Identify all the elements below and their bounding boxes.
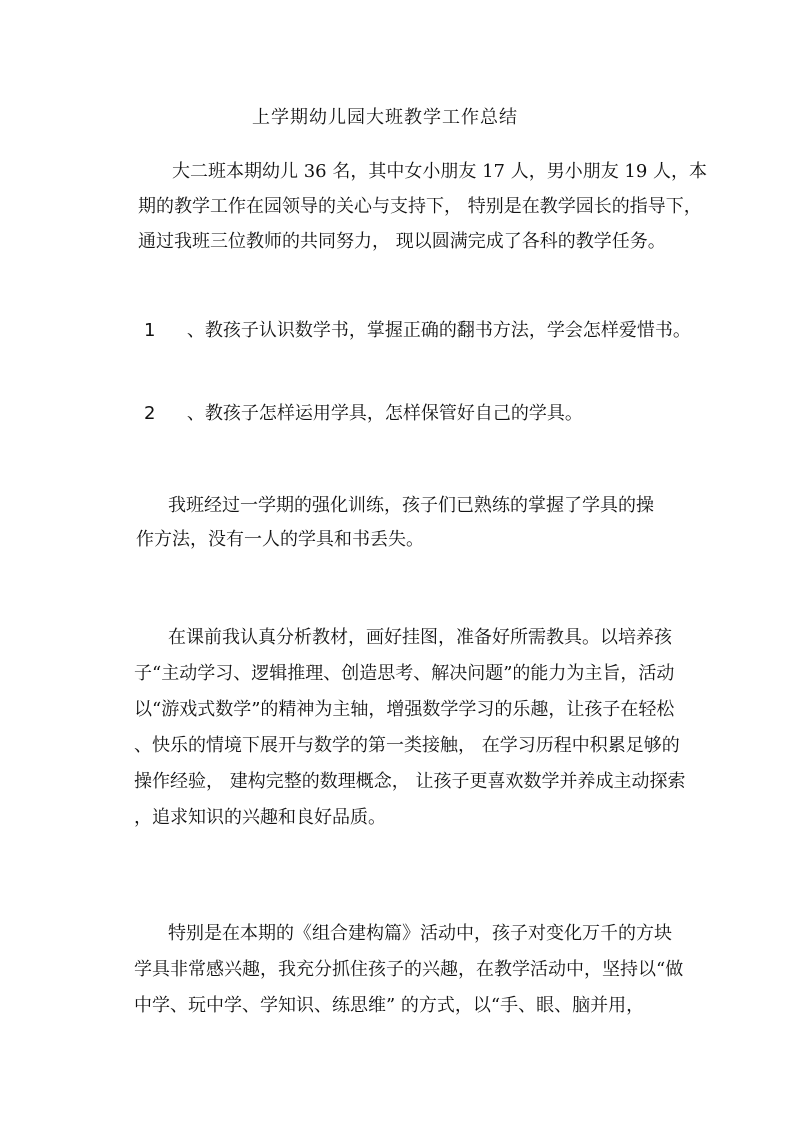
document-title: 上学期幼儿园大班教学工作总结 [252,107,518,128]
paragraph-1-line-3: 通过我班三位教师的共同努力， 现以圆满完成了各科的教学任务。 [138,231,666,252]
paragraph-3-line-6: ，追求知识的兴趣和良好品质。 [134,807,386,828]
paragraph-3-line-5: 操作经验， 建构完整的数理概念， 让孩子更喜欢数学并养成主动探索 [134,771,686,792]
paragraph-3-line-4: 、快乐的情境下展开与数学的第一类接触， 在学习历程中积累足够的 [134,735,680,756]
paragraph-1-line-2: 期的教学工作在园领导的关心与支持下， 特别是在教学园长的指导下， [138,196,702,217]
list-item-2 [144,402,583,426]
paragraph-3-line-1: 在课前我认真分析教材，画好挂图，准备好所需教具。以培养孩 [168,627,672,648]
paragraph-1-line-1: 大二班本期幼儿 36 名，其中女小朋友 17 人，男小朋友 19 人，本 [172,161,708,182]
paragraph-2-line-2: 作方法，没有一人的学具和书丢失。 [136,529,424,550]
paragraph-2-line-1: 我班经过一学期的强化训练，孩子们已熟练的掌握了学具的操 [168,495,654,516]
paragraph-3-line-2: 子“主动学习、逻辑推理、创造思考、解决问题”的能力为主旨，活动 [134,663,675,684]
paragraph-4-line-2: 学具非常感兴趣，我充分抓住孩子的兴趣，在教学活动中，坚持以“做 [134,959,684,980]
paragraph-4-line-1: 特别是在本期的《组合建构篇》活动中，孩子对变化万千的方块 [168,923,672,944]
list-item-1 [144,319,691,343]
list-item-2-text: 、教孩子怎样运用学具，怎样保管好自己的学具。 [186,403,583,424]
list-item-1-text: 、教孩子认识数学书，掌握正确的翻书方法，学会怎样爱惜书。 [186,320,691,341]
paragraph-4-line-3: 中学、玩中学、学知识、练思维” 的方式，以“手、眼、脑并用， [134,995,645,1016]
list-item-1-number: 1 [144,320,156,341]
list-item-2-number: 2 [144,403,156,424]
paragraph-3-line-3: 以“游戏式数学”的精神为主轴，增强数学学习的乐趣，让孩子在轻松 [134,699,675,720]
